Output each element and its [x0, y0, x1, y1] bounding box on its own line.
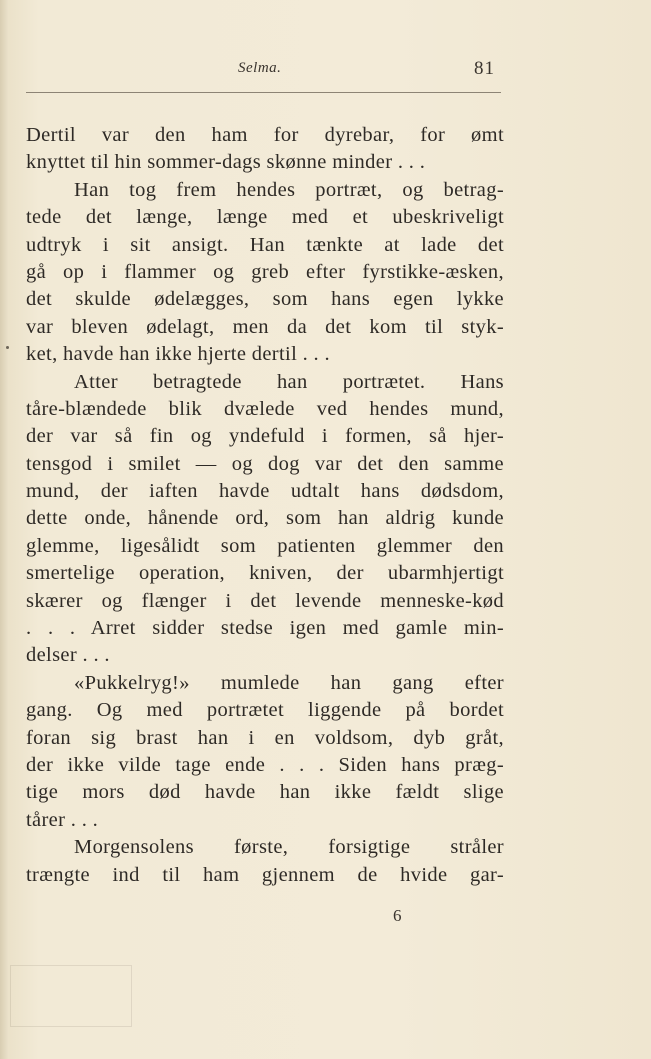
- margin-dot: [6, 346, 9, 349]
- text-line: tede det længe, længe med et ubeskriveligt: [26, 206, 504, 229]
- body-text: [26, 122, 504, 889]
- text-line: der var så fin og yndefuld i formen, så hjer-: [26, 425, 504, 448]
- text-line: knyttet til hin sommer-dags skønne minder . . .: [26, 151, 426, 174]
- text-line: trængte ind til ham gjennem de hvide gar-: [26, 863, 504, 886]
- text-line: mund, der iaften havde udtalt hans dødsdom,: [26, 480, 504, 503]
- text-line: skærer og flænger i det levende menneske-kød: [26, 589, 504, 612]
- text-line: . . . Arret sidder stedse igen med gamle min-: [26, 617, 504, 640]
- signature-mark: 6: [393, 906, 402, 925]
- text-line: Dertil var den ham for dyrebar, for ømt: [26, 124, 504, 146]
- text-line: der ikke vilde tage ende . . . Siden hans præg-: [26, 753, 504, 776]
- page-header: [26, 56, 501, 86]
- text-line: gang. Og med portrætet liggende på bordet: [26, 699, 504, 722]
- text-line: tige mors død havde han ikke fældt slige: [26, 781, 504, 804]
- running-title: Selma.: [238, 60, 282, 76]
- text-line: delser . . .: [26, 644, 110, 667]
- text-line: ket, havde han ikke hjerte dertil . . .: [26, 343, 330, 366]
- text-line: tårer . . .: [26, 808, 99, 831]
- text-line: dette onde, hånende ord, som han aldrig kunde: [26, 507, 504, 530]
- text-line: udtryk i sit ansigt. Han tænkte at lade det: [26, 233, 504, 256]
- page-binding-edge: [0, 0, 9, 1059]
- text-line: Morgensolens første, forsigtige stråler: [74, 836, 504, 859]
- text-line: tensgod i smilet — og dog var det den samme: [26, 452, 504, 475]
- text-line: glemme, ligesålidt som patienten glemmer den: [26, 534, 504, 557]
- text-line: Atter betragtede han portrætet. Hans: [74, 370, 504, 393]
- header-rule: [26, 92, 501, 93]
- text-line: var bleven ødelagt, men da det kom til styk-: [26, 315, 504, 338]
- text-line: Han tog frem hendes portræt, og betrag-: [74, 178, 504, 201]
- text-line: smertelige operation, kniven, der ubarmhjertigt: [26, 562, 504, 585]
- page-number: 81: [474, 58, 495, 79]
- text-line: gå op i flammer og greb efter fyrstikke-æsken,: [26, 260, 504, 283]
- text-line: det skulde ødelægges, som hans egen lykke: [26, 288, 504, 311]
- text-line: foran sig brast han i en voldsom, dyb gråt,: [26, 726, 504, 749]
- faded-stamp-outline: [10, 965, 132, 1027]
- text-line: tåre-blændede blik dvælede ved hendes mund,: [26, 397, 504, 420]
- text-line: «Pukkelryg!» mumlede han gang efter: [74, 671, 504, 694]
